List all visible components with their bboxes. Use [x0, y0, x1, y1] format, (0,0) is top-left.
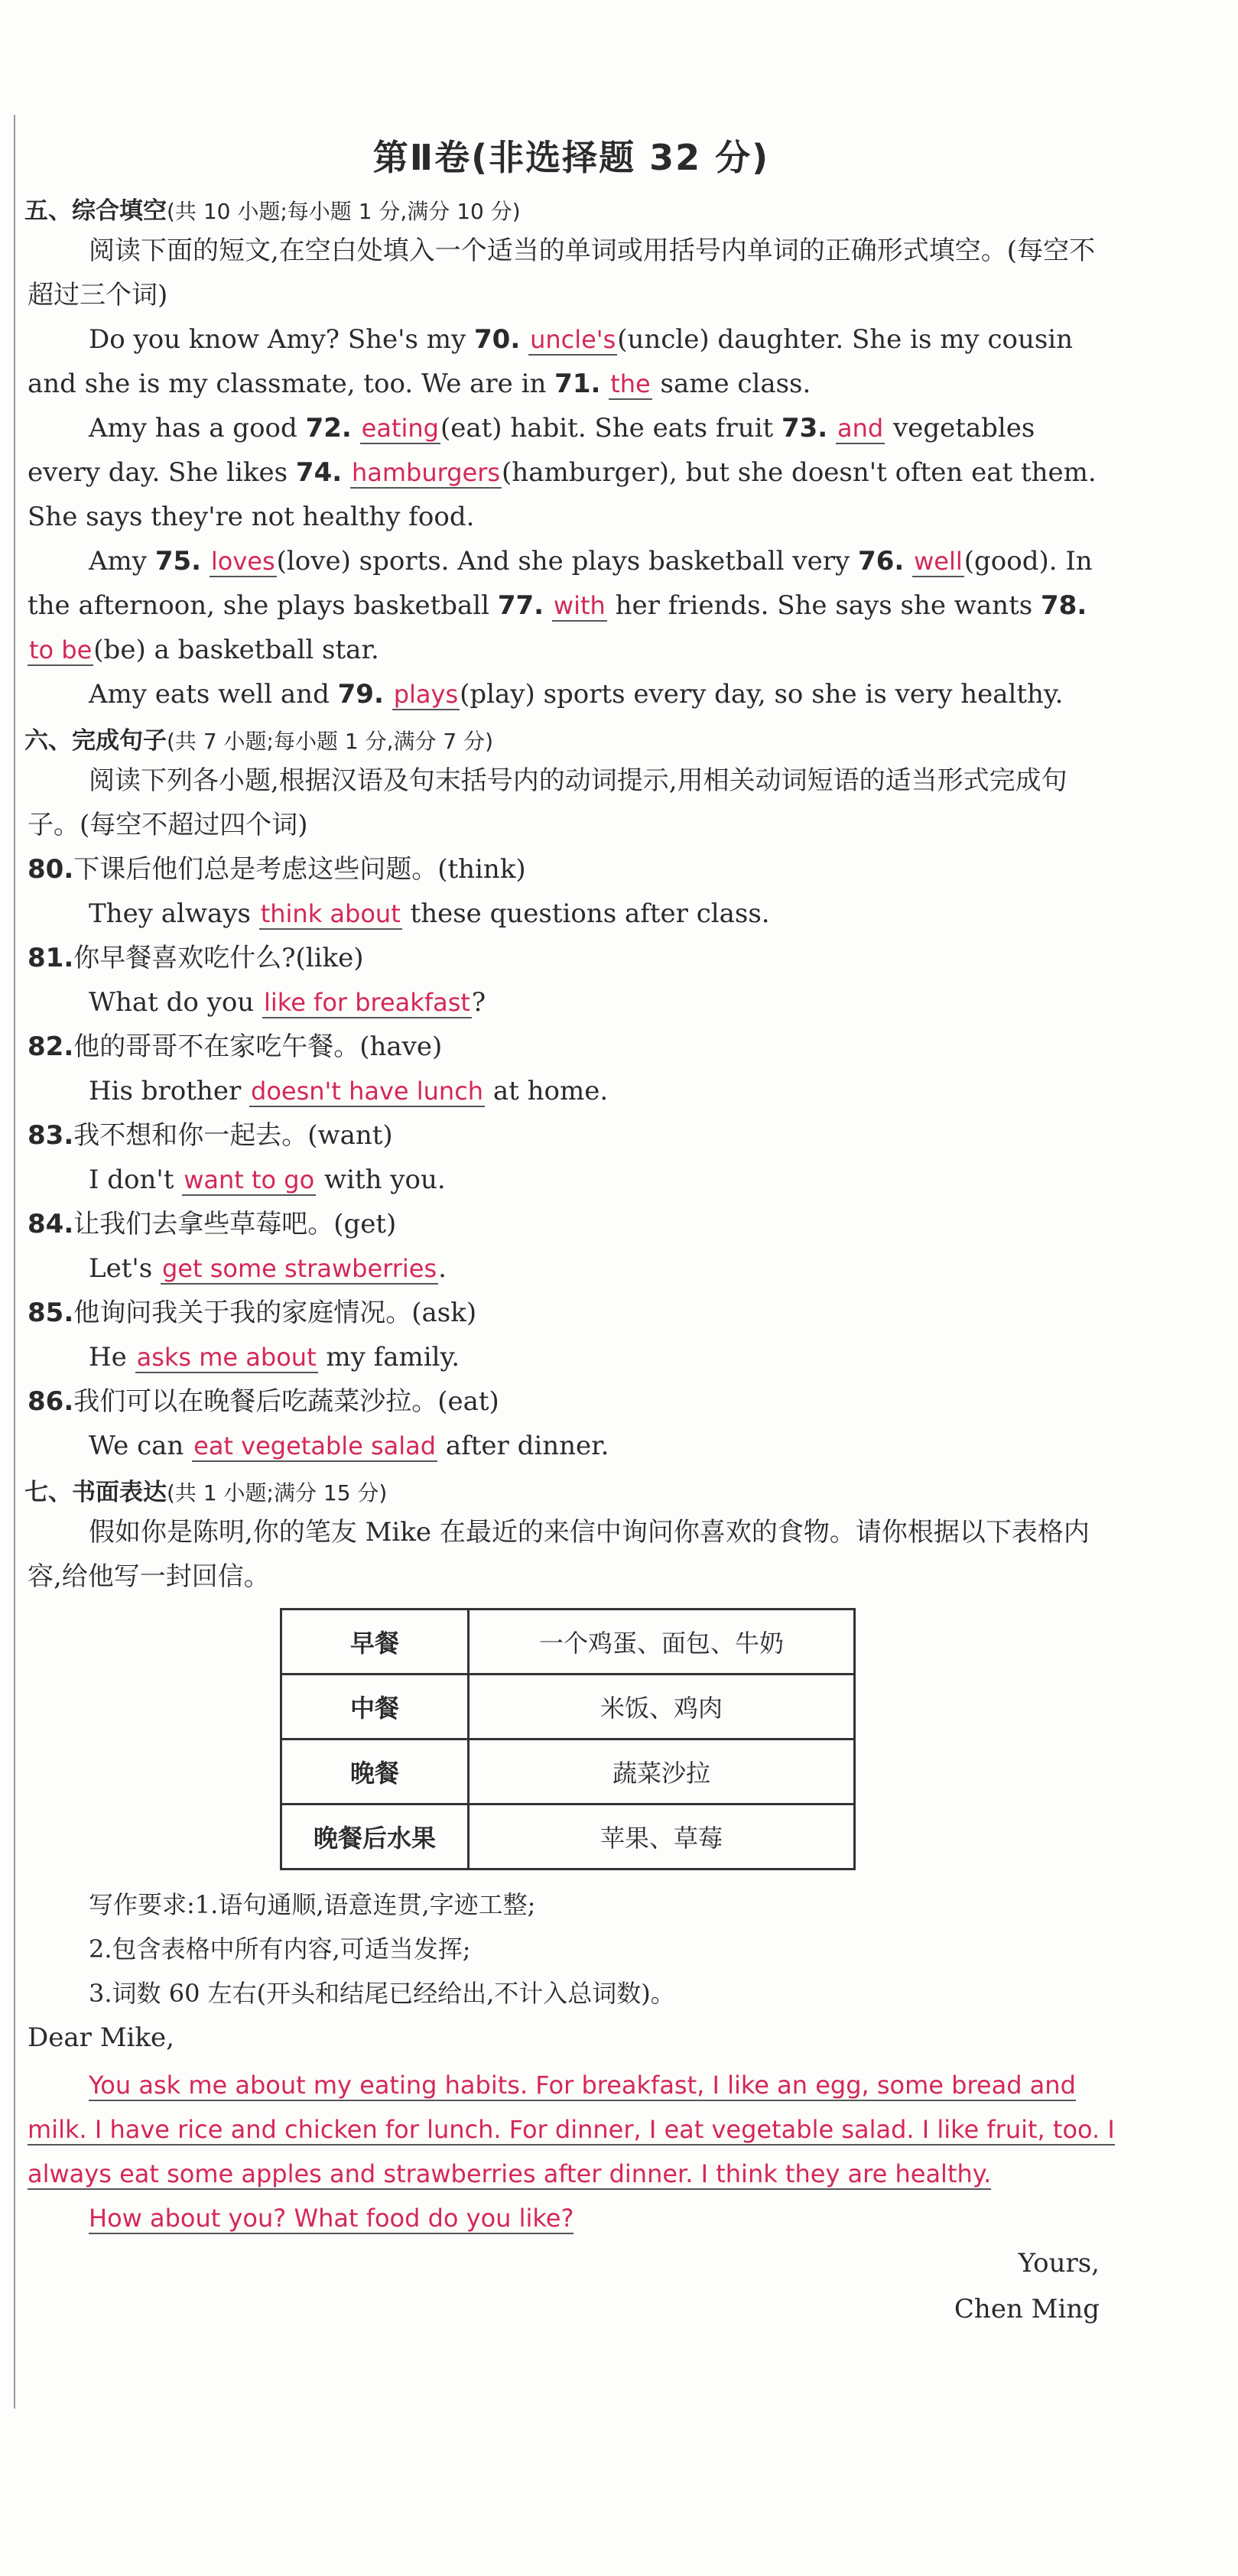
sentence-completion [28, 980, 1115, 1025]
answer-74: hamburgers [351, 458, 501, 487]
writing-requirement-1: 写作要求:1.语句通顺,语意连贯,字迹工整; [89, 1890, 536, 1919]
table-row [281, 1610, 855, 1675]
writing-requirement-3: 3.词数 60 左右(开头和结尾已经给出,不计入总词数)。 [89, 1979, 675, 2008]
verb-hint: (think) [437, 854, 526, 885]
text: (hamburger), but she doesn't often eat them. She says they're not healthy food. [28, 457, 1097, 532]
text: His brother [89, 1076, 250, 1106]
section-7-heading [24, 1473, 1115, 1507]
section-7-title: 七、书面表达 [24, 1479, 167, 1506]
sentence-prompt [28, 1291, 1115, 1335]
answer-81: like for breakfast [264, 988, 470, 1017]
answer-73: and [837, 414, 884, 443]
essay-paragraph-2: How about you? What food do you like? [89, 2204, 574, 2233]
verb-hint: (have) [359, 1031, 443, 1062]
text: Do you know Amy? She's my [89, 324, 475, 355]
blank-number: 78. [1041, 590, 1087, 621]
verb-hint: (like) [295, 943, 364, 973]
text: I don't [89, 1165, 183, 1195]
section-5-title: 五、综合填空 [24, 197, 167, 225]
answer-86: eat vegetable salad [193, 1431, 437, 1460]
food-table [280, 1608, 856, 1870]
table-row [281, 1740, 855, 1804]
blank-number: 79. [337, 679, 384, 710]
essay-answer [28, 2063, 1115, 2240]
chinese-sentence: 让我们去拿些草莓吧。 [73, 1209, 334, 1239]
blank-number: 77. [497, 590, 544, 621]
blank-number: 74. [295, 457, 343, 488]
sentence-prompt [28, 1202, 1115, 1246]
section-6-title: 六、完成句子 [24, 727, 167, 755]
answer-78: to be [29, 635, 93, 664]
text: these questions after class. [401, 898, 770, 929]
section-6-note: (共 7 小题;每小题 1 分,满分 7 分) [167, 729, 494, 754]
table-row [281, 1804, 855, 1869]
table-row [281, 1675, 855, 1740]
section-7-note: (共 1 小题;满分 15 分) [167, 1480, 388, 1506]
text: (be) a basketball star. [93, 635, 379, 665]
sentence-completion [28, 1335, 1115, 1379]
answer-75: loves [210, 547, 275, 576]
food-cell: 一个鸡蛋、面包、牛奶 [469, 1610, 855, 1675]
question-number: 81. [28, 943, 74, 973]
chinese-sentence: 他的哥哥不在家吃午餐。 [73, 1031, 360, 1062]
text: with you. [316, 1165, 446, 1195]
blank-number: 71. [554, 369, 601, 399]
answer-85: asks me about [136, 1343, 317, 1372]
answer-70: uncle's [530, 325, 616, 354]
chinese-sentence: 下课后他们总是考虑这些问题。 [73, 854, 438, 885]
verb-hint: (eat) [437, 1386, 499, 1417]
text: after dinner. [437, 1431, 609, 1461]
section-5-instructions: 阅读下面的短文,在空白处填入一个适当的单词或用括号内单词的正确形式填空。(每空不超过三个词) [28, 236, 1096, 310]
verb-hint: (get) [333, 1209, 397, 1239]
sentence-completion [28, 1424, 1115, 1468]
writing-requirement-2: 2.包含表格中所有内容,可适当发挥; [89, 1934, 471, 1964]
question-number: 84. [28, 1209, 74, 1239]
answer-71: the [610, 369, 651, 398]
food-cell: 米饭、鸡肉 [469, 1675, 855, 1740]
passage-paragraph-2 [28, 406, 1115, 539]
blank-number: 76. [858, 546, 905, 577]
text: What do you [89, 987, 263, 1018]
sentence-completion [28, 1158, 1115, 1202]
text: Amy eats well and [89, 679, 338, 710]
text: at home. [485, 1076, 609, 1106]
meal-cell: 晚餐后水果 [281, 1804, 469, 1869]
meal-cell: 早餐 [281, 1610, 469, 1675]
chinese-sentence: 我们可以在晚餐后吃蔬菜沙拉。 [73, 1386, 438, 1417]
text: (play) sports every day, so she is very healthy. [460, 679, 1064, 710]
answer-80: think about [260, 899, 401, 928]
page-title: 第Ⅱ卷(非选择题 32 分) [372, 137, 770, 178]
answer-79: plays [393, 680, 459, 709]
answer-83: want to go [184, 1165, 315, 1194]
answer-84: get some strawberries [161, 1254, 437, 1283]
verb-hint: (want) [307, 1120, 393, 1151]
section-7-instructions: 假如你是陈明,你的笔友 Mike 在最近的来信中询问你喜欢的食物。请你根据以下表格内容,给他写一封回信。 [28, 1517, 1090, 1592]
text: Amy has a good [89, 413, 306, 443]
answer-72: eating [361, 414, 439, 443]
question-number: 80. [28, 854, 74, 885]
sentence-prompt [28, 936, 1115, 980]
meal-cell: 晚餐 [281, 1740, 469, 1804]
answer-82: doesn't have lunch [251, 1077, 484, 1106]
answer-77: with [553, 591, 606, 620]
text: (uncle) daughter. She is my cousin and she is my classmate, too. We are in [28, 324, 1074, 399]
text: He [89, 1342, 135, 1372]
question-number: 86. [28, 1386, 74, 1417]
letter-greeting: Dear Mike, [28, 2022, 174, 2053]
sentence-completion [28, 1246, 1115, 1291]
chinese-sentence: 你早餐喜欢吃什么? [73, 943, 296, 973]
text: ? [471, 987, 486, 1018]
question-number: 85. [28, 1298, 74, 1328]
text: We can [89, 1431, 193, 1461]
worksheet-page [14, 115, 1115, 2409]
section-5-note: (共 10 小题;每小题 1 分,满分 10 分) [167, 199, 521, 224]
passage-paragraph-4 [28, 672, 1115, 716]
sentence-completion [28, 892, 1115, 936]
answer-76: well [914, 547, 963, 576]
chinese-sentence: 他询问我关于我的家庭情况。 [73, 1298, 412, 1328]
text: Let's [89, 1253, 161, 1284]
letter-signature: Chen Ming [954, 2294, 1100, 2324]
text: . [438, 1253, 447, 1284]
food-cell: 苹果、草莓 [469, 1804, 855, 1869]
text: my family. [317, 1342, 460, 1372]
blank-number: 75. [154, 546, 202, 577]
question-number: 82. [28, 1031, 74, 1062]
essay-paragraph-1: You ask me about my eating habits. For breakfast, I like an egg, some bread and milk. I have rice and chicken for lunch. For dinner, I eat vegetable salad. I like fruit, too. I always eat some apples and strawberries after dinner. I think they are healthy. [28, 2071, 1115, 2188]
section-6-heading [24, 721, 1115, 755]
blank-number: 70. [474, 324, 521, 355]
text: same class. [651, 369, 811, 399]
text: (love) sports. And she plays basketball very [276, 546, 859, 577]
blank-number: 73. [781, 413, 828, 443]
passage-paragraph-1 [28, 317, 1115, 406]
blank-number: 72. [305, 413, 352, 443]
text: Amy [89, 546, 155, 577]
passage-paragraph-3 [28, 539, 1115, 672]
section-5-heading [24, 191, 1115, 226]
text: (good). In the afternoon, she plays basketball [28, 546, 1093, 621]
text: (eat) habit. She eats fruit [440, 413, 781, 443]
text: vegetables every day. She likes [28, 413, 1035, 488]
sentence-prompt [28, 1025, 1115, 1069]
chinese-sentence: 我不想和你一起去。 [73, 1120, 308, 1151]
sentence-completion [28, 1069, 1115, 1113]
food-cell: 蔬菜沙拉 [469, 1740, 855, 1804]
verb-hint: (ask) [411, 1298, 477, 1328]
sentence-prompt [28, 847, 1115, 892]
sentence-prompt [28, 1379, 1115, 1424]
text: They always [89, 898, 259, 929]
text: her friends. She says she wants [606, 590, 1041, 621]
meal-cell: 中餐 [281, 1675, 469, 1740]
letter-closing: Yours, [1018, 2248, 1100, 2279]
sentence-list [28, 847, 1115, 1468]
section-6-instructions: 阅读下列各小题,根据汉语及句末括号内的动词提示,用相关动词短语的适当形式完成句子。(每空不超过四个词) [28, 765, 1067, 840]
sentence-prompt [28, 1113, 1115, 1158]
question-number: 83. [28, 1120, 74, 1151]
